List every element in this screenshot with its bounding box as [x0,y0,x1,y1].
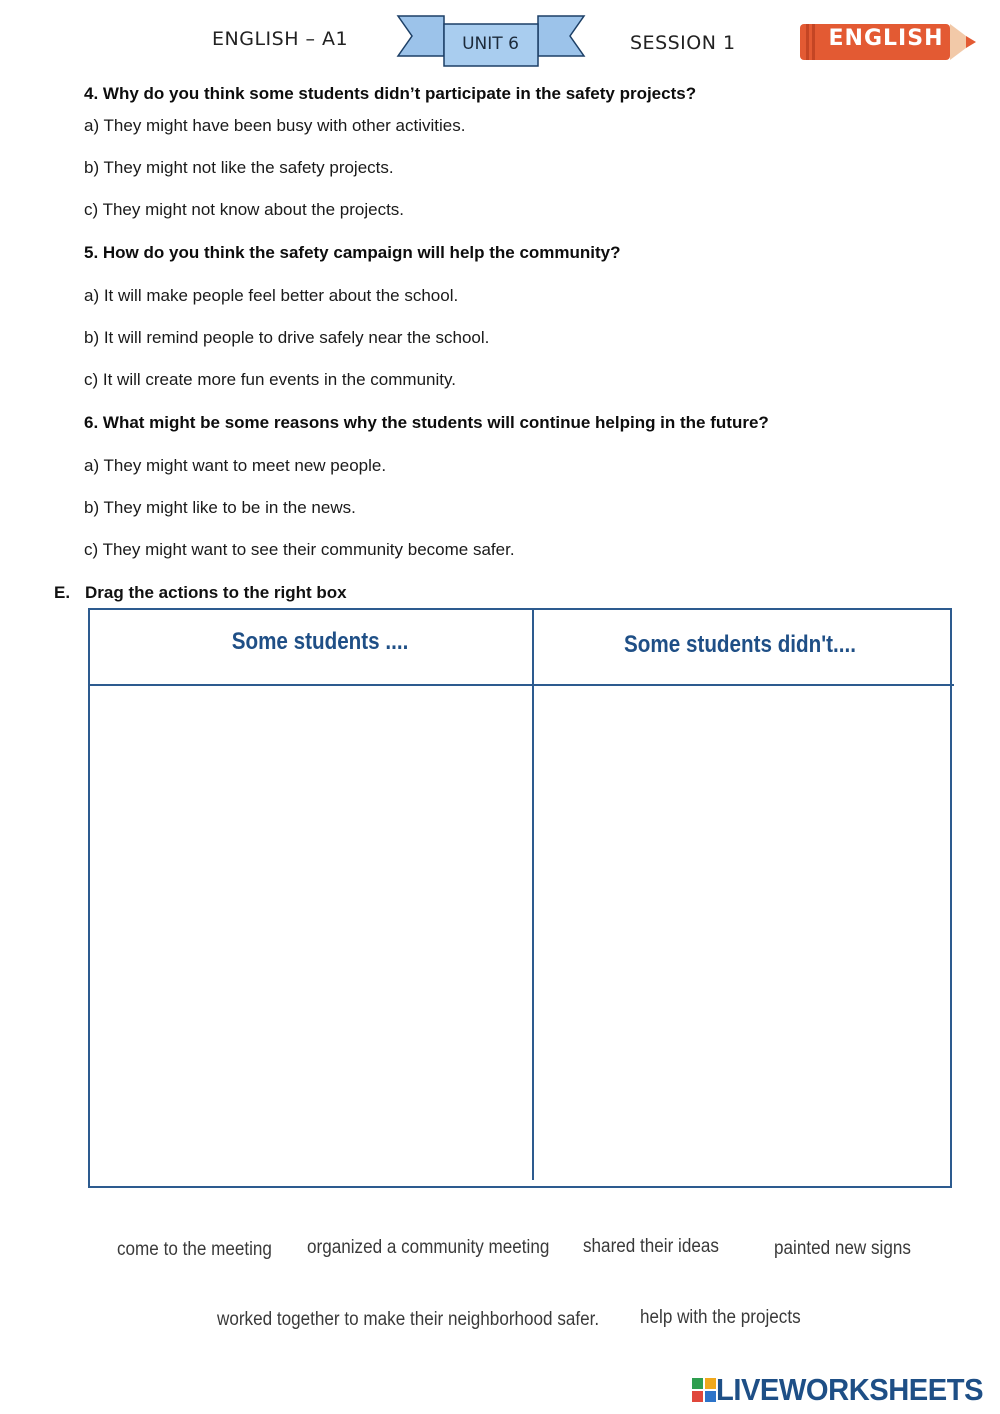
question-4-option-a: a) They might have been busy with other activities. [84,116,466,135]
unit-label: UNIT 6 [462,34,519,54]
drag-item[interactable]: come to the meeting [117,1239,272,1260]
question-5-option-c: c) It will create more fun events in the community. [84,370,456,389]
badge-label: ENGLISH [828,26,944,51]
course-label: ENGLISH – A1 [212,28,349,50]
question-4-option-c: c) They might not know about the projects. [84,200,405,219]
drag-item[interactable]: painted new signs [774,1238,911,1259]
question-6-option-b: b) They might like to be in the news. [84,498,356,517]
question-5-option-b: b) It will remind people to drive safely near the school. [84,328,490,347]
column-heading-didnt: Some students didn't.... [624,631,856,658]
section-title: Drag the actions to the right box [85,583,347,602]
drag-item[interactable]: worked together to make their neighborhood safer. [217,1309,600,1330]
liveworksheets-logo-icon [692,1378,716,1402]
drag-item[interactable]: shared their ideas [583,1236,719,1257]
section-letter: E. [54,583,71,602]
question-6-option-c: c) They might want to see their community become safer. [84,540,515,559]
question-6: 6. What might be some reasons why the students will continue helping in the future? [84,413,769,432]
liveworksheets-brand: LIVEWORKSHEETS [716,1372,984,1407]
question-6-option-a: a) They might want to meet new people. [84,456,387,475]
column-divider [532,608,534,1180]
drop-zone-did[interactable] [90,688,530,1178]
drag-item[interactable]: organized a community meeting [307,1237,550,1258]
column-heading-did: Some students .... [231,628,409,655]
drag-item[interactable]: help with the projects [640,1307,801,1328]
question-4: 4. Why do you think some students didn’t participate in the safety projects? [84,84,697,103]
question-5: 5. How do you think the safety campaign will help the community? [84,243,621,262]
question-4-option-b: b) They might not like the safety projects. [84,158,394,177]
session-label: SESSION 1 [630,32,736,54]
question-5-option-a: a) It will make people feel better about the school. [84,286,459,305]
drop-zone-didnt[interactable] [536,688,950,1178]
header-divider [88,684,954,686]
